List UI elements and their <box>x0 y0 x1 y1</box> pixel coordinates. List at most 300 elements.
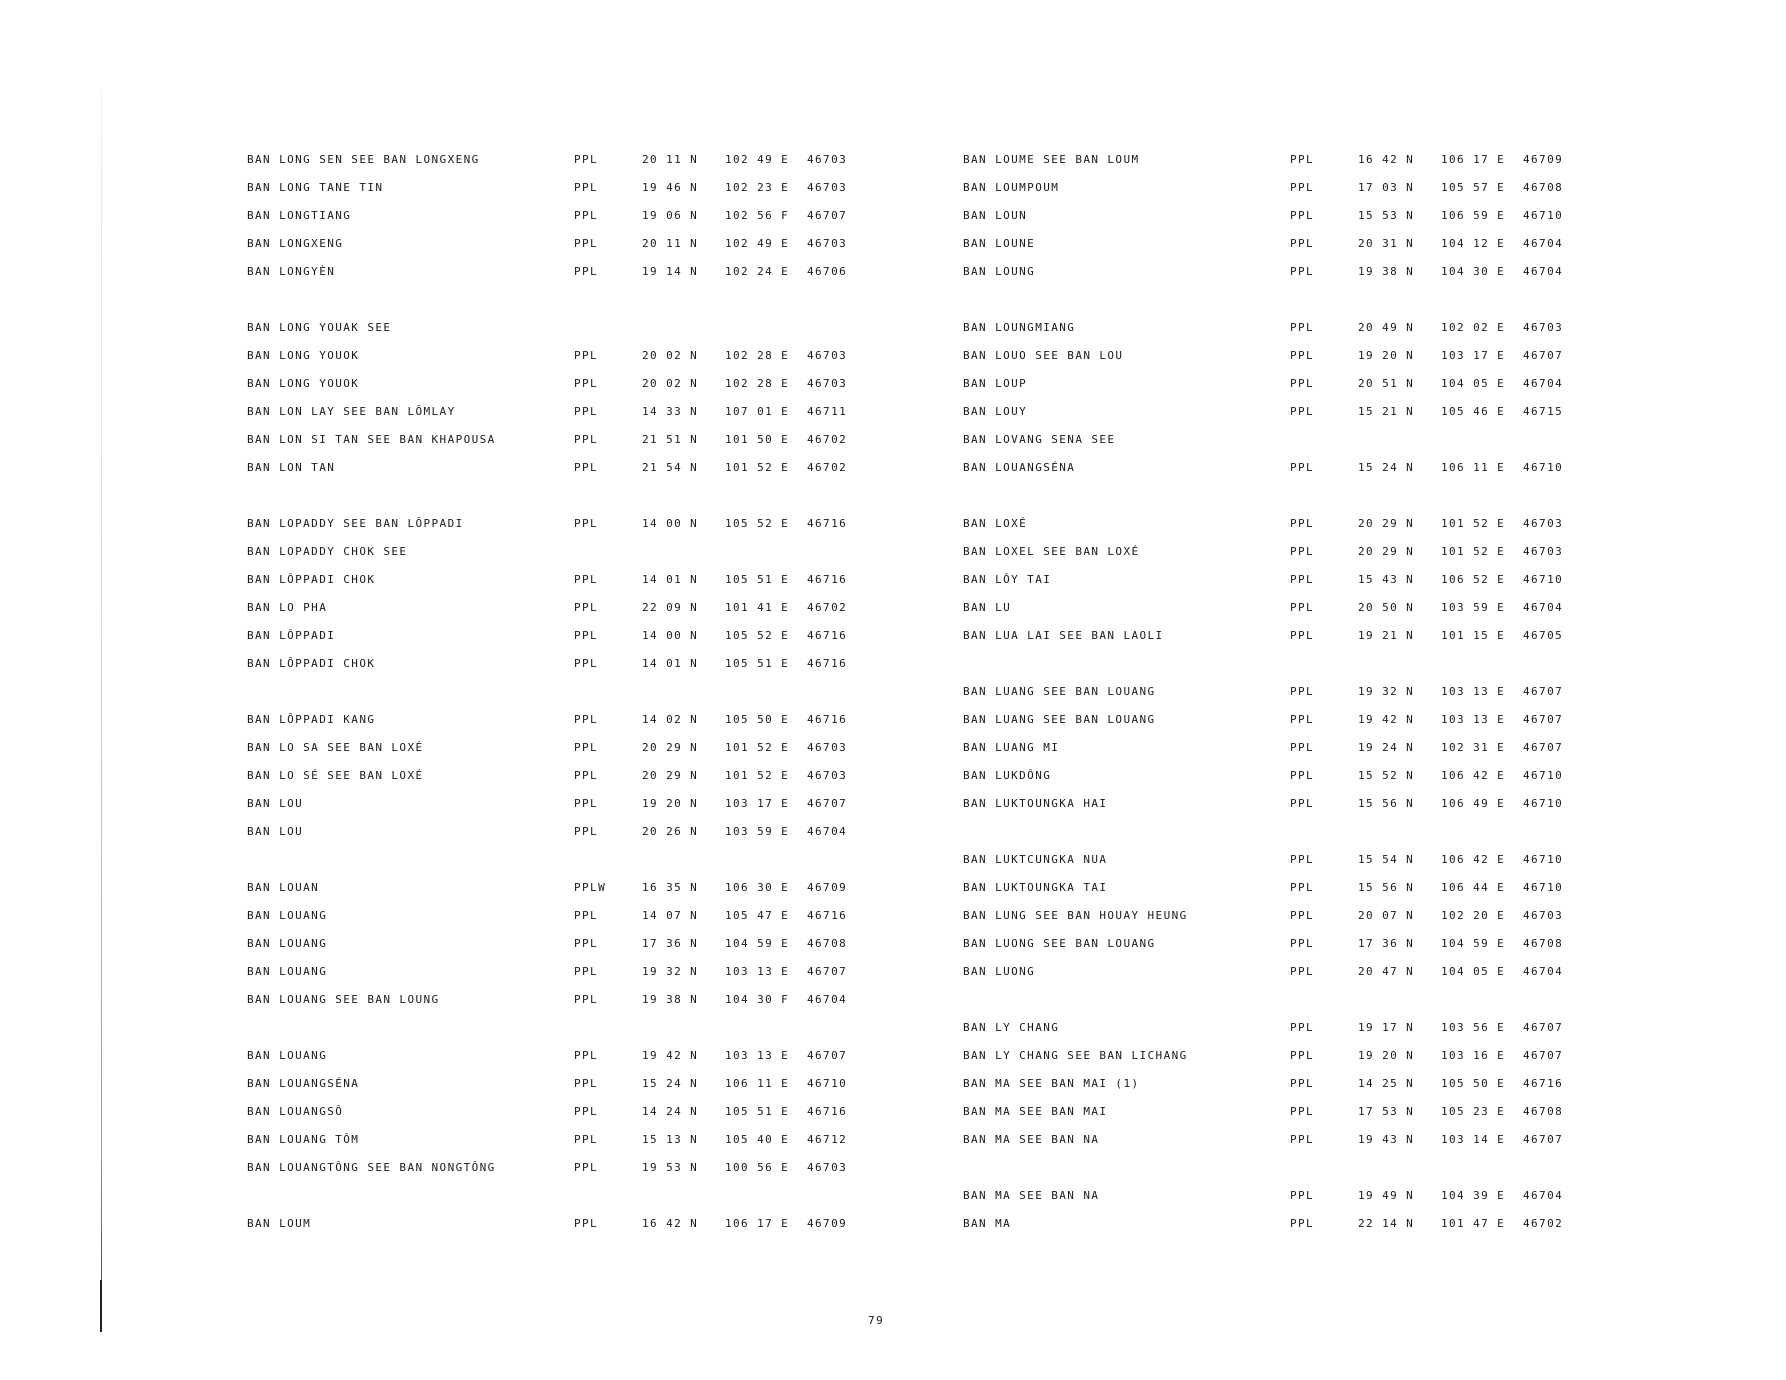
longitude: 106 11 E <box>1441 461 1506 474</box>
place-name: BAN LUNG SEE BAN HOUAY HEUNG <box>963 909 1188 922</box>
map-sheet: 46704 <box>1523 601 1564 614</box>
feature-type: PPL <box>574 1049 599 1062</box>
place-name: BAN LY CHANG SEE BAN LICHANG <box>963 1049 1188 1062</box>
map-sheet: 46710 <box>1523 769 1564 782</box>
longitude: 105 51 E <box>725 1105 790 1118</box>
longitude: 106 42 E <box>1441 769 1506 782</box>
longitude: 100 56 E <box>725 1161 790 1174</box>
longitude: 106 17 E <box>1441 153 1506 166</box>
longitude: 101 50 E <box>725 433 790 446</box>
longitude: 105 47 E <box>725 909 790 922</box>
latitude: 20 26 N <box>642 825 699 838</box>
map-sheet: 46703 <box>1523 321 1564 334</box>
place-name: BAN LONG YOUOK <box>247 349 360 362</box>
latitude: 20 51 N <box>1358 377 1415 390</box>
map-sheet: 46712 <box>807 1133 848 1146</box>
latitude: 17 36 N <box>642 937 699 950</box>
longitude: 104 39 E <box>1441 1189 1506 1202</box>
longitude: 106 59 E <box>1441 209 1506 222</box>
map-sheet: 46707 <box>1523 1049 1564 1062</box>
place-name: BAN LO PHA <box>247 601 328 614</box>
latitude: 14 00 N <box>642 517 699 530</box>
latitude: 19 38 N <box>642 993 699 1006</box>
longitude: 106 11 E <box>725 1077 790 1090</box>
feature-type: PPL <box>574 601 599 614</box>
longitude: 101 52 E <box>725 741 790 754</box>
latitude: 19 42 N <box>642 1049 699 1062</box>
map-sheet: 46703 <box>1523 517 1564 530</box>
longitude: 101 15 E <box>1441 629 1506 642</box>
feature-type: PPL <box>574 153 599 166</box>
longitude: 101 52 E <box>1441 517 1506 530</box>
map-sheet: 46707 <box>1523 713 1564 726</box>
longitude: 104 05 E <box>1441 377 1506 390</box>
page-number: 79 <box>868 1314 885 1327</box>
longitude: 101 52 E <box>725 461 790 474</box>
place-name: BAN LUANG SEE BAN LOUANG <box>963 685 1156 698</box>
map-sheet: 46705 <box>1523 629 1564 642</box>
map-sheet: 46716 <box>807 909 848 922</box>
latitude: 14 01 N <box>642 573 699 586</box>
latitude: 20 50 N <box>1358 601 1415 614</box>
place-name: BAN MA <box>963 1217 1012 1230</box>
latitude: 20 31 N <box>1358 237 1415 250</box>
feature-type: PPL <box>574 1217 599 1230</box>
place-name: BAN LOUP <box>963 377 1028 390</box>
latitude: 20 29 N <box>642 769 699 782</box>
latitude: 20 49 N <box>1358 321 1415 334</box>
longitude: 106 30 E <box>725 881 790 894</box>
map-sheet: 46704 <box>1523 265 1564 278</box>
latitude: 17 53 N <box>1358 1105 1415 1118</box>
longitude: 102 28 E <box>725 349 790 362</box>
longitude: 104 12 E <box>1441 237 1506 250</box>
map-sheet: 46709 <box>807 881 848 894</box>
place-name: BAN LOUN <box>963 209 1028 222</box>
feature-type: PPL <box>1290 265 1315 278</box>
feature-type: PPL <box>1290 881 1315 894</box>
feature-type: PPL <box>574 769 599 782</box>
longitude: 106 17 E <box>725 1217 790 1230</box>
place-name: BAN MA SEE BAN NA <box>963 1133 1100 1146</box>
place-name: BAN LÔPPADI <box>247 629 336 642</box>
latitude: 21 54 N <box>642 461 699 474</box>
place-name: BAN LU <box>963 601 1012 614</box>
feature-type: PPL <box>574 713 599 726</box>
feature-type: PPL <box>574 349 599 362</box>
longitude: 103 17 E <box>725 797 790 810</box>
place-name: BAN LUKTOUNGKA TAI <box>963 881 1108 894</box>
feature-type: PPL <box>1290 965 1315 978</box>
place-name: BAN LOUANG <box>247 965 328 978</box>
place-name: BAN LUKTOUNGKA HAI <box>963 797 1108 810</box>
longitude: 104 59 E <box>725 937 790 950</box>
latitude: 19 32 N <box>1358 685 1415 698</box>
place-name: BAN LUKDÔNG <box>963 769 1052 782</box>
place-name: BAN LOUANGSÉNA <box>247 1077 360 1090</box>
feature-type: PPL <box>1290 1105 1315 1118</box>
map-sheet: 46709 <box>1523 153 1564 166</box>
longitude: 103 59 E <box>725 825 790 838</box>
latitude: 14 25 N <box>1358 1077 1415 1090</box>
scan-margin-mark <box>100 1280 102 1332</box>
latitude: 21 51 N <box>642 433 699 446</box>
latitude: 14 01 N <box>642 657 699 670</box>
latitude: 20 29 N <box>1358 517 1415 530</box>
place-name: BAN LOU <box>247 797 304 810</box>
place-name: BAN LOUME SEE BAN LOUM <box>963 153 1140 166</box>
feature-type: PPL <box>574 181 599 194</box>
longitude: 102 28 E <box>725 377 790 390</box>
place-name: BAN LUA LAI SEE BAN LAOLI <box>963 629 1164 642</box>
latitude: 15 56 N <box>1358 797 1415 810</box>
longitude: 105 50 E <box>725 713 790 726</box>
feature-type: PPL <box>574 1161 599 1174</box>
place-name: BAN LOUANG TÔM <box>247 1133 360 1146</box>
latitude: 19 20 N <box>1358 349 1415 362</box>
map-sheet: 46704 <box>807 993 848 1006</box>
longitude: 105 46 E <box>1441 405 1506 418</box>
latitude: 14 07 N <box>642 909 699 922</box>
map-sheet: 46703 <box>807 741 848 754</box>
feature-type: PPL <box>1290 769 1315 782</box>
longitude: 102 24 E <box>725 265 790 278</box>
longitude: 103 13 E <box>1441 685 1506 698</box>
map-sheet: 46707 <box>1523 685 1564 698</box>
place-name: BAN LÔPPADI CHOK <box>247 573 376 586</box>
feature-type: PPLW <box>574 881 607 894</box>
map-sheet: 46702 <box>807 601 848 614</box>
map-sheet: 46707 <box>1523 1021 1564 1034</box>
feature-type: PPL <box>574 377 599 390</box>
place-name: BAN LUANG MI <box>963 741 1060 754</box>
place-name: BAN LOUNE <box>963 237 1036 250</box>
longitude: 104 30 F <box>725 993 790 1006</box>
longitude: 101 47 E <box>1441 1217 1506 1230</box>
latitude: 19 32 N <box>642 965 699 978</box>
latitude: 22 14 N <box>1358 1217 1415 1230</box>
longitude: 103 56 E <box>1441 1021 1506 1034</box>
latitude: 15 54 N <box>1358 853 1415 866</box>
feature-type: PPL <box>1290 461 1315 474</box>
latitude: 16 42 N <box>642 1217 699 1230</box>
map-sheet: 46704 <box>1523 1189 1564 1202</box>
place-name: BAN LOUANGTÔNG SEE BAN NONGTÔNG <box>247 1161 496 1174</box>
map-sheet: 46716 <box>807 713 848 726</box>
longitude: 105 52 E <box>725 629 790 642</box>
map-sheet: 46716 <box>807 1105 848 1118</box>
place-name: BAN LUKTCUNGKA NUA <box>963 853 1108 866</box>
map-sheet: 46708 <box>1523 937 1564 950</box>
longitude: 103 17 E <box>1441 349 1506 362</box>
longitude: 106 49 E <box>1441 797 1506 810</box>
feature-type: PPL <box>574 657 599 670</box>
longitude: 101 41 E <box>725 601 790 614</box>
place-name: BAN MA SEE BAN MAI <box>963 1105 1108 1118</box>
feature-type: PPL <box>1290 601 1315 614</box>
longitude: 105 57 E <box>1441 181 1506 194</box>
longitude: 101 52 E <box>725 769 790 782</box>
place-name: BAN LÔY TAI <box>963 573 1052 586</box>
feature-type: PPL <box>1290 237 1315 250</box>
feature-type: PPL <box>1290 1217 1315 1230</box>
feature-type: PPL <box>574 517 599 530</box>
feature-type: PPL <box>574 741 599 754</box>
place-name: BAN LUONG SEE BAN LOUANG <box>963 937 1156 950</box>
map-sheet: 46711 <box>807 405 848 418</box>
feature-type: PPL <box>574 965 599 978</box>
map-sheet: 46716 <box>1523 1077 1564 1090</box>
longitude: 105 51 E <box>725 573 790 586</box>
place-name: BAN LOVANG SENA SEE <box>963 433 1116 446</box>
latitude: 20 29 N <box>1358 545 1415 558</box>
feature-type: PPL <box>574 937 599 950</box>
place-name: BAN LO SÉ SEE BAN LOXÉ <box>247 769 424 782</box>
longitude: 102 23 E <box>725 181 790 194</box>
longitude: 103 13 E <box>1441 713 1506 726</box>
feature-type: PPL <box>1290 797 1315 810</box>
longitude: 103 59 E <box>1441 601 1506 614</box>
map-sheet: 46706 <box>807 265 848 278</box>
place-name: BAN LOPADDY SEE BAN LÔPPADI <box>247 517 464 530</box>
latitude: 19 20 N <box>1358 1049 1415 1062</box>
latitude: 15 56 N <box>1358 881 1415 894</box>
longitude: 105 52 E <box>725 517 790 530</box>
latitude: 15 21 N <box>1358 405 1415 418</box>
feature-type: PPL <box>574 909 599 922</box>
latitude: 20 02 N <box>642 349 699 362</box>
map-sheet: 46703 <box>807 769 848 782</box>
feature-type: PPL <box>1290 685 1315 698</box>
feature-type: PPL <box>574 573 599 586</box>
latitude: 19 20 N <box>642 797 699 810</box>
feature-type: PPL <box>1290 1077 1315 1090</box>
map-sheet: 46716 <box>807 517 848 530</box>
map-sheet: 46710 <box>1523 461 1564 474</box>
place-name: BAN LOXÉ <box>963 517 1028 530</box>
longitude: 105 51 E <box>725 657 790 670</box>
place-name: BAN LON SI TAN SEE BAN KHAPOUSA <box>247 433 496 446</box>
place-name: BAN LOUNGMIANG <box>963 321 1076 334</box>
latitude: 19 24 N <box>1358 741 1415 754</box>
map-sheet: 46710 <box>1523 209 1564 222</box>
map-sheet: 46702 <box>807 433 848 446</box>
place-name: BAN LONGTIANG <box>247 209 352 222</box>
latitude: 15 53 N <box>1358 209 1415 222</box>
map-sheet: 46703 <box>1523 909 1564 922</box>
map-sheet: 46704 <box>1523 965 1564 978</box>
map-sheet: 46707 <box>807 797 848 810</box>
place-name: BAN LOUNG <box>963 265 1036 278</box>
latitude: 15 24 N <box>1358 461 1415 474</box>
map-sheet: 46710 <box>1523 573 1564 586</box>
longitude: 104 59 E <box>1441 937 1506 950</box>
latitude: 19 17 N <box>1358 1021 1415 1034</box>
place-name: BAN MA SEE BAN MAI (1) <box>963 1077 1140 1090</box>
map-sheet: 46707 <box>807 1049 848 1062</box>
longitude: 102 02 E <box>1441 321 1506 334</box>
latitude: 19 06 N <box>642 209 699 222</box>
place-name: BAN LON LAY SEE BAN LÔMLAY <box>247 405 456 418</box>
place-name: BAN LON TAN <box>247 461 336 474</box>
place-name: BAN MA SEE BAN NA <box>963 1189 1100 1202</box>
latitude: 19 21 N <box>1358 629 1415 642</box>
map-sheet: 46707 <box>807 209 848 222</box>
map-sheet: 46703 <box>807 1161 848 1174</box>
map-sheet: 46707 <box>1523 741 1564 754</box>
longitude: 104 30 E <box>1441 265 1506 278</box>
place-name: BAN LOUO SEE BAN LOU <box>963 349 1124 362</box>
feature-type: PPL <box>1290 573 1315 586</box>
map-sheet: 46716 <box>807 629 848 642</box>
feature-type: PPL <box>1290 181 1315 194</box>
place-name: BAN LOUANGSÉNA <box>963 461 1076 474</box>
latitude: 19 53 N <box>642 1161 699 1174</box>
map-sheet: 46704 <box>1523 377 1564 390</box>
place-name: BAN LOXEL SEE BAN LOXÉ <box>963 545 1140 558</box>
latitude: 17 03 N <box>1358 181 1415 194</box>
longitude: 105 23 E <box>1441 1105 1506 1118</box>
longitude: 102 31 E <box>1441 741 1506 754</box>
longitude: 107 01 E <box>725 405 790 418</box>
feature-type: PPL <box>1290 545 1315 558</box>
map-sheet: 46716 <box>807 573 848 586</box>
feature-type: PPL <box>1290 1189 1315 1202</box>
longitude: 106 52 E <box>1441 573 1506 586</box>
latitude: 17 36 N <box>1358 937 1415 950</box>
longitude: 105 50 E <box>1441 1077 1506 1090</box>
map-sheet: 46703 <box>807 349 848 362</box>
place-name: BAN LÔPPADI KANG <box>247 713 376 726</box>
latitude: 20 11 N <box>642 237 699 250</box>
longitude: 103 13 E <box>725 1049 790 1062</box>
longitude: 103 13 E <box>725 965 790 978</box>
latitude: 16 35 N <box>642 881 699 894</box>
longitude: 106 42 E <box>1441 853 1506 866</box>
place-name: BAN LOUY <box>963 405 1028 418</box>
place-name: BAN LÔPPADI CHOK <box>247 657 376 670</box>
feature-type: PPL <box>1290 629 1315 642</box>
place-name: BAN LO SA SEE BAN LOXÉ <box>247 741 424 754</box>
map-sheet: 46702 <box>807 461 848 474</box>
place-name: BAN LONGXENG <box>247 237 344 250</box>
latitude: 14 00 N <box>642 629 699 642</box>
feature-type: PPL <box>574 461 599 474</box>
latitude: 19 38 N <box>1358 265 1415 278</box>
place-name: BAN LONG YOUAK SEE <box>247 321 392 334</box>
place-name: BAN LONG TANE TIN <box>247 181 384 194</box>
place-name: BAN LUONG <box>963 965 1036 978</box>
feature-type: PPL <box>574 237 599 250</box>
place-name: BAN LONGYÈN <box>247 265 336 278</box>
feature-type: PPL <box>1290 741 1315 754</box>
feature-type: PPL <box>574 825 599 838</box>
scan-margin-line <box>101 90 102 1330</box>
longitude: 102 20 E <box>1441 909 1506 922</box>
feature-type: PPL <box>1290 405 1315 418</box>
feature-type: PPL <box>574 405 599 418</box>
latitude: 15 52 N <box>1358 769 1415 782</box>
place-name: BAN LOUANGSÔ <box>247 1105 344 1118</box>
feature-type: PPL <box>1290 1049 1315 1062</box>
feature-type: PPL <box>1290 209 1315 222</box>
latitude: 19 42 N <box>1358 713 1415 726</box>
feature-type: PPL <box>574 1077 599 1090</box>
map-sheet: 46716 <box>807 657 848 670</box>
feature-type: PPL <box>1290 377 1315 390</box>
latitude: 14 33 N <box>642 405 699 418</box>
longitude: 106 44 E <box>1441 881 1506 894</box>
feature-type: PPL <box>574 797 599 810</box>
longitude: 104 05 E <box>1441 965 1506 978</box>
feature-type: PPL <box>1290 349 1315 362</box>
latitude: 20 02 N <box>642 377 699 390</box>
place-name: BAN LOUAN <box>247 881 320 894</box>
map-sheet: 46703 <box>807 181 848 194</box>
place-name: BAN LOUANG <box>247 937 328 950</box>
map-sheet: 46708 <box>1523 1105 1564 1118</box>
latitude: 14 02 N <box>642 713 699 726</box>
place-name: BAN LOUM <box>247 1217 312 1230</box>
feature-type: PPL <box>1290 937 1315 950</box>
longitude: 102 49 E <box>725 237 790 250</box>
latitude: 14 24 N <box>642 1105 699 1118</box>
place-name: BAN LOU <box>247 825 304 838</box>
feature-type: PPL <box>574 1105 599 1118</box>
map-sheet: 46702 <box>1523 1217 1564 1230</box>
map-sheet: 46709 <box>807 1217 848 1230</box>
map-sheet: 46715 <box>1523 405 1564 418</box>
map-sheet: 46703 <box>807 153 848 166</box>
latitude: 15 24 N <box>642 1077 699 1090</box>
longitude: 102 56 F <box>725 209 790 222</box>
map-sheet: 46710 <box>1523 797 1564 810</box>
latitude: 15 43 N <box>1358 573 1415 586</box>
map-sheet: 46708 <box>807 937 848 950</box>
feature-type: PPL <box>1290 153 1315 166</box>
latitude: 20 11 N <box>642 153 699 166</box>
place-name: BAN LOUANG <box>247 1049 328 1062</box>
feature-type: PPL <box>574 993 599 1006</box>
place-name: BAN LONG YOUOK <box>247 377 360 390</box>
feature-type: PPL <box>574 629 599 642</box>
latitude: 22 09 N <box>642 601 699 614</box>
longitude: 105 40 E <box>725 1133 790 1146</box>
feature-type: PPL <box>1290 1021 1315 1034</box>
feature-type: PPL <box>574 1133 599 1146</box>
latitude: 19 49 N <box>1358 1189 1415 1202</box>
place-name: BAN LOUANG SEE BAN LOUNG <box>247 993 440 1006</box>
latitude: 19 14 N <box>642 265 699 278</box>
map-sheet: 46704 <box>1523 237 1564 250</box>
latitude: 15 13 N <box>642 1133 699 1146</box>
latitude: 20 47 N <box>1358 965 1415 978</box>
longitude: 102 49 E <box>725 153 790 166</box>
longitude: 103 14 E <box>1441 1133 1506 1146</box>
latitude: 20 29 N <box>642 741 699 754</box>
longitude: 101 52 E <box>1441 545 1506 558</box>
feature-type: PPL <box>574 265 599 278</box>
place-name: BAN LOPADDY CHOK SEE <box>247 545 408 558</box>
feature-type: PPL <box>1290 909 1315 922</box>
feature-type: PPL <box>1290 853 1315 866</box>
place-name: BAN LOUMPOUM <box>963 181 1060 194</box>
map-sheet: 46703 <box>807 237 848 250</box>
latitude: 20 07 N <box>1358 909 1415 922</box>
place-name: BAN LONG SEN SEE BAN LONGXENG <box>247 153 480 166</box>
feature-type: PPL <box>574 433 599 446</box>
feature-type: PPL <box>1290 713 1315 726</box>
